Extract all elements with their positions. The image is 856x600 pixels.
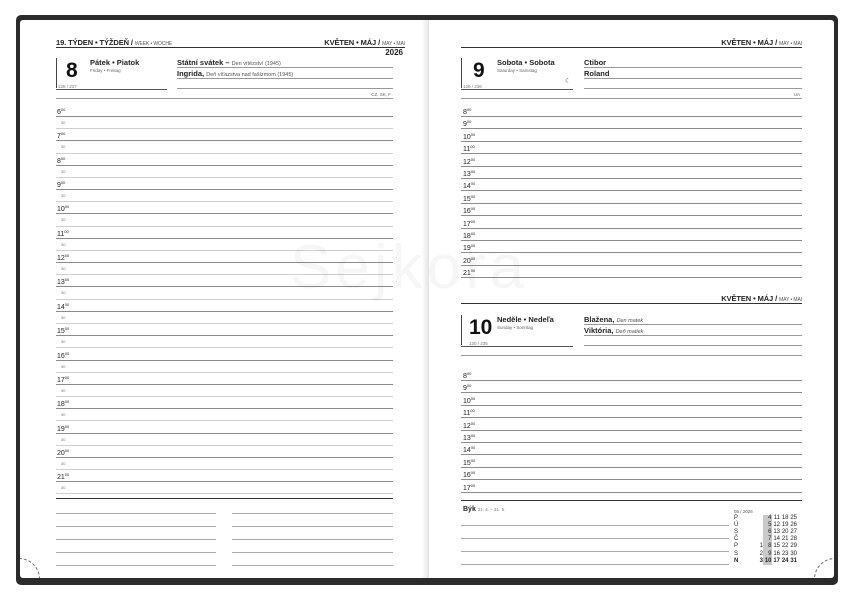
hour-label: $19^{00}$ [57, 423, 70, 433]
calendar-day: 19 [781, 522, 789, 529]
calendar-day [746, 551, 755, 558]
half-hour-label: 30 [61, 363, 66, 369]
hour-label: $16^{00}$ [463, 470, 476, 480]
month-label: KVĚTEN • MÁJ / MAY • MAI [324, 38, 405, 47]
hour-label: $19^{00}$ [463, 243, 476, 253]
hour-line [56, 140, 393, 141]
hour-line [461, 153, 802, 154]
half-hour-label: 30 [61, 241, 66, 247]
hour-line [56, 408, 393, 409]
hour-label: $7^{00}$ [57, 131, 66, 141]
calendar-day: 5 [763, 522, 772, 529]
hour-label: $8^{00}$ [57, 155, 66, 165]
mini-calendar-row [734, 515, 797, 522]
half-hour-line [56, 372, 393, 373]
hour-label: $10^{00}$ [57, 204, 70, 214]
day1-name-day-1: Ctibor [584, 58, 607, 67]
half-hour-label: 30 [61, 412, 66, 418]
calendar-day: 15 [773, 543, 780, 550]
day2-bar [461, 315, 462, 345]
half-hour-line [56, 445, 393, 446]
hour-label: $17^{00}$ [463, 482, 476, 492]
hour-line [461, 215, 802, 216]
day-name-sub: Friday • Freitag [90, 68, 121, 73]
day1-name: Sobota • Sobota [497, 58, 555, 67]
name-day-line: Ingrida, Deň víťazstva nad fašizmom (1945) [177, 69, 294, 78]
half-hour-line [56, 420, 393, 421]
calendar-day: 1 [759, 543, 763, 550]
watermark [290, 232, 528, 303]
hour-label: $9^{00}$ [463, 383, 472, 393]
hour-line [56, 433, 393, 434]
calendar-day [746, 543, 755, 550]
weekday-label: S [734, 550, 739, 557]
half-hour-line [56, 493, 393, 494]
note-line [461, 525, 729, 526]
hour-label: $21^{00}$ [463, 268, 476, 278]
hour-line [56, 457, 393, 458]
note-line [461, 538, 729, 539]
half-hour-label: 30 [61, 193, 66, 199]
hour-line [461, 454, 802, 455]
hour-line [461, 141, 802, 142]
hour-label: $17^{00}$ [463, 218, 476, 228]
calendar-day: 25 [790, 515, 797, 522]
hour-line [461, 166, 802, 167]
month-label-mid: KVĚTEN • MÁJ / MAY • MAI [721, 294, 802, 303]
note-line [232, 526, 393, 527]
hour-label: $11^{00}$ [463, 408, 475, 418]
hour-label: $15^{00}$ [57, 326, 70, 336]
hour-line [461, 203, 802, 204]
day-bar [56, 58, 57, 88]
year-label: 2026 [385, 48, 403, 57]
half-hour-label: 30 [61, 168, 66, 174]
half-hour-line [56, 469, 393, 470]
calendar-day: 26 [790, 522, 797, 529]
hour-line [56, 384, 393, 385]
hour-label: $18^{00}$ [463, 231, 476, 240]
day1-count: 129 / 236 [463, 84, 482, 89]
hour-label: $12^{00}$ [463, 156, 476, 166]
hour-line [461, 417, 802, 418]
half-hour-line [56, 177, 393, 178]
hour-label: $12^{00}$ [57, 253, 70, 263]
calendar-day: 7 [763, 536, 772, 543]
day2-name-day-2: Viktória, Deň matiek [584, 326, 644, 335]
note-line [232, 565, 393, 566]
weekday-label: P [734, 515, 739, 522]
calendar-day: 22 [781, 543, 789, 550]
hour-line [56, 165, 393, 166]
zodiac-sign: Býk 21. 4. – 21. 5. [463, 506, 506, 513]
hour-label: $12^{00}$ [463, 420, 476, 430]
half-hour-label: 30 [61, 436, 66, 442]
hour-label: $16^{00}$ [57, 350, 70, 360]
hour-label: $6^{00}$ [57, 107, 66, 116]
hour-label: $8^{00}$ [463, 107, 472, 116]
hour-line [56, 116, 393, 117]
calendar-day: 17 [773, 557, 780, 564]
hour-line [56, 213, 393, 214]
hour-line [56, 360, 393, 361]
calendar-day: 14 [773, 536, 780, 543]
weekday-label: N [734, 557, 739, 564]
calendar-day [755, 529, 764, 536]
hour-line [56, 311, 393, 312]
half-hour-label: 30 [61, 266, 66, 272]
hour-label: $13^{00}$ [463, 433, 476, 442]
header-rule [56, 47, 405, 48]
calendar-day: 13 [773, 529, 780, 536]
note-line [56, 526, 216, 527]
calendar-day: 9 [763, 551, 772, 558]
hour-label: $11^{00}$ [463, 144, 475, 154]
country-codes: CZ, SK, F [371, 92, 391, 97]
calendar-day [746, 529, 755, 536]
note-line [56, 552, 216, 553]
day-count: 128 / 237 [58, 84, 77, 89]
half-hour-line [56, 323, 393, 324]
half-hour-label: 30 [61, 217, 66, 223]
hour-line [461, 178, 802, 179]
calendar-day: 20 [781, 529, 789, 536]
half-hour-line [56, 153, 393, 154]
calendar-day [746, 515, 755, 522]
hour-line [461, 479, 802, 480]
hour-line [461, 128, 802, 129]
mini-calendar-row [734, 558, 797, 565]
hour-label: $17^{00}$ [57, 374, 70, 384]
calendar-day [746, 522, 755, 529]
hour-line [461, 430, 802, 431]
half-hour-line [56, 226, 393, 227]
hour-label: $20^{00}$ [57, 447, 70, 457]
note-line [232, 539, 393, 540]
mini-calendar-row [734, 551, 797, 558]
hour-line [461, 405, 802, 406]
day1-name-sub: Saturday • Samstag [497, 68, 537, 73]
calendar-day: 30 [790, 550, 797, 557]
note-line [461, 564, 729, 565]
half-hour-label: 30 [61, 387, 66, 393]
day1-country-codes: UA [793, 92, 800, 97]
mini-calendar-row [734, 536, 797, 543]
hour-line [461, 442, 802, 443]
half-hour-label: 30 [61, 120, 66, 125]
calendar-day: 4 [763, 515, 772, 522]
hour-label: $14^{00}$ [57, 301, 70, 311]
calendar-day [746, 536, 755, 543]
half-hour-label: 30 [61, 339, 66, 345]
mini-calendar-title: 05 / 2026 [734, 509, 753, 514]
hour-label: $13^{00}$ [463, 169, 476, 178]
calendar-day [755, 522, 764, 529]
mini-calendar-row [734, 543, 797, 550]
hour-line [56, 335, 393, 336]
hour-label: $16^{00}$ [463, 206, 476, 216]
half-hour-label: 30 [61, 144, 66, 150]
corner-cut-mark [814, 558, 834, 578]
half-hour-line [56, 347, 393, 348]
day1-number: 9 [473, 59, 485, 82]
day-number: 8 [66, 59, 78, 82]
hour-label: $15^{00}$ [463, 193, 476, 203]
hour-line [461, 228, 802, 229]
calendar-day: 21 [781, 536, 789, 543]
note-line [56, 565, 216, 566]
calendar-day: 31 [790, 557, 797, 564]
half-hour-label: 30 [61, 314, 66, 320]
mini-calendar-row [734, 529, 797, 536]
hour-label: $11^{00}$ [57, 228, 69, 238]
week-label: 19. TÝDEN • TÝŽDEŇ / WEEK • WOCHE [56, 38, 173, 47]
calendar-day [755, 536, 764, 543]
mini-calendar [734, 508, 797, 565]
hour-label: $9^{00}$ [57, 180, 66, 190]
day2-count: 130 / 235 [469, 341, 488, 346]
half-hour-label: 30 [61, 460, 66, 466]
hour-label: $9^{00}$ [463, 119, 472, 129]
calendar-day: 6 [763, 529, 772, 536]
calendar-day: 12 [773, 522, 780, 529]
calendar-day: 8 [763, 543, 772, 550]
hour-label: $13^{00}$ [57, 277, 70, 287]
month-label-top: KVĚTEN • MÁJ / MAY • MAI [721, 38, 802, 47]
half-hour-line [56, 396, 393, 397]
half-hour-line [56, 201, 393, 202]
calendar-day: 10 [764, 557, 772, 564]
hour-label: $21^{00}$ [57, 472, 70, 482]
day2-name: Neděle • Nedeľa [497, 315, 554, 324]
calendar-day: 24 [781, 557, 789, 564]
hour-label: $14^{00}$ [463, 445, 476, 455]
hour-label: $18^{00}$ [57, 399, 70, 409]
day2-name-day-1: Blažena, Den matek [584, 315, 644, 324]
hour-label: $20^{00}$ [463, 255, 476, 265]
note-line [56, 539, 216, 540]
calendar-day: 18 [781, 515, 789, 522]
note-line [461, 551, 729, 552]
calendar-day: 23 [781, 550, 789, 557]
hour-label: $10^{00}$ [463, 131, 476, 141]
day1-bar [461, 58, 462, 88]
note-line [232, 513, 393, 514]
day1-name-day-2: Roland [584, 69, 610, 78]
hour-label: $8^{00}$ [463, 371, 472, 380]
weekday-label: Č [734, 536, 739, 543]
calendar-day: 11 [773, 515, 780, 522]
hour-line [461, 467, 802, 468]
hour-label: $14^{00}$ [463, 181, 476, 191]
weekday-label: P [734, 543, 739, 550]
hour-line [56, 481, 393, 482]
weekday-label: S [734, 529, 739, 536]
mini-calendar-row [734, 522, 797, 529]
day2-name-sub: Sunday • Sonntag [497, 325, 534, 330]
half-hour-line [56, 128, 393, 129]
calendar-day: 27 [790, 529, 797, 536]
hour-line [56, 189, 393, 190]
corner-cut-mark [20, 558, 40, 578]
hour-line [461, 380, 802, 381]
hour-label: $15^{00}$ [463, 457, 476, 467]
calendar-day: 16 [773, 550, 780, 557]
day-name: Pátek • Piatok [90, 58, 140, 67]
calendar-day: 28 [790, 536, 797, 543]
hour-line [461, 492, 802, 493]
hour-label: $10^{00}$ [463, 395, 476, 405]
note-line [56, 513, 216, 514]
holiday-line: Státní svátek – Den vítězství (1945) [177, 58, 281, 67]
hour-line [461, 392, 802, 393]
hour-line [461, 116, 802, 117]
half-hour-label: 30 [61, 290, 66, 296]
weekday-label: Ú [734, 522, 739, 529]
calendar-day: 3 [759, 557, 763, 564]
moon-phase-icon: ☾ [565, 78, 572, 85]
calendar-day [755, 515, 764, 522]
hour-line [461, 190, 802, 191]
note-line [232, 552, 393, 553]
day2-number: 10 [469, 316, 493, 339]
calendar-day: 29 [790, 543, 797, 550]
calendar-day [746, 558, 755, 565]
calendar-day: 2 [759, 550, 763, 557]
half-hour-label: 30 [61, 485, 66, 491]
